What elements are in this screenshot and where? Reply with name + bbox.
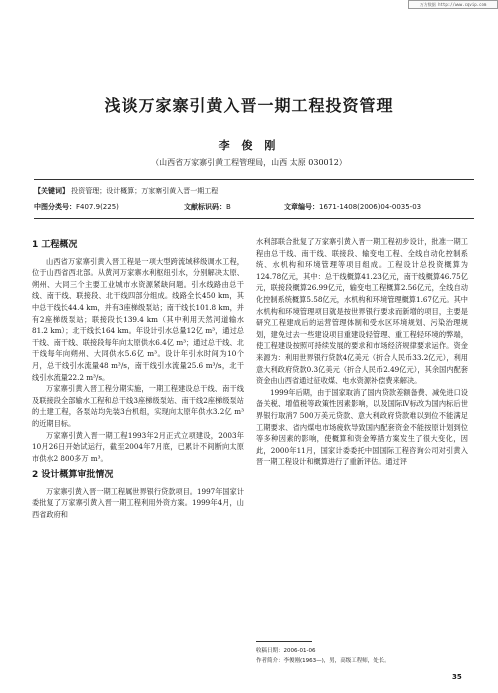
meta-divider [34, 218, 474, 219]
keywords-line [34, 186, 474, 196]
body-paragraph: 万家寨引黄入晋一期工程1993年2月正式立项建设，2003年10月26日开始试运行，截至2004年7月底，已累计不间断向太原市供水2 800多万 m³。 [32, 430, 244, 463]
article-title: 浅谈万家寨引黄入晋一期工程投资管理 [104, 96, 394, 115]
article-no-group [284, 202, 421, 212]
clc-value: F407.9(225) [76, 203, 119, 211]
clc-group [34, 202, 184, 212]
right-column [256, 236, 468, 468]
doc-code-label: 文献标识码： [184, 203, 226, 211]
footnote-divider [256, 641, 312, 642]
body-paragraph: 水利部联合批复了万家寨引黄入晋一期工程初步设计，批准一期工程由总干线、南干线、联接段、输变电工程、全线自动化控制系统、水机构和环境管理等项目组成。工程设计总投资概算为124.78亿元，其中：总干线概算41.23亿元，南干线概算46.75亿元，联接段概算26.99亿元，输变电工程概算2.56亿元，全线自动化控制系统概算5.58亿元，水机构和环境管理概算1.67亿元。其中水机构和环境管理项目就是按世界银行要求而新增的项目，主要是研究工程建成后的运营管理体制和受水区环境规划、污染治理规划，建免过去一些建设项目重建设轻管理、重工程轻环境的弊端，使工程建设按照可持续发展的要求和市场经济规律要求运作。资金来源为：利用世界银行贷款4亿美元（折合人民币33.2亿元），利用意大利政府贷款0.3亿美元（折合人民币2.49亿元），其余国内配套资金由山西省通过征收煤、电水资源补偿费来解决。 [256, 237, 468, 386]
article-no-value: 1671-1408(2006)04-0035-03 [319, 203, 422, 211]
body-paragraph: 万家寨引黄入晋工程分期实施，一期工程建设总干线、南干线及联接段全部输水工程和总干线3座梯级泵站、南干线2座梯级泵站的土建工程，各泵站均先装3台机组，实现向太原年供水3.2亿 m³的近期目标。 [32, 384, 244, 428]
source-watermark: 万方数据 http://www.cqvip.com [408, 0, 498, 9]
doc-code-value: B [226, 203, 231, 211]
section-heading-budget-approval: 2 设计概算审批情况 [32, 470, 114, 481]
clc-label: 中图分类号： [34, 203, 76, 211]
header-divider [34, 179, 474, 180]
doc-code-group [184, 202, 284, 212]
body-paragraph: 万家寨引黄入晋一期工程属世界银行贷款项目。1997年国家计委批复了万家寨引黄入晋一期工程利用外资方案。1999年4月，山西省政府和 [32, 486, 244, 520]
classification-line [34, 202, 474, 212]
footnote-author-bio: 作者简介：李俊刚(1963—)，男，高级工程师，处长。 [256, 658, 390, 664]
keywords-label: 【关键词】 [34, 187, 69, 195]
author-affiliation: （山西省万家寨引黄工程管理局，山西 太原 030012） [151, 158, 347, 167]
article-no-label: 文章编号： [284, 203, 319, 211]
footnote-received-date: 收稿日期：2006-01-06 [256, 648, 316, 654]
section-heading-overview: 1 工程概况 [32, 240, 78, 250]
page-number: 35 [452, 673, 462, 681]
body-paragraph: 1999年后期，由于国家取消了国内贷款差额备费、减免进口设备关税、增值税等政策性因素影响，以及国际Ⅳ标改为国内标后世界银行取消7 500万美元贷款、意大利政府贷款难以到位不能满足工期要求、省内煤电市场疲软导致国内配套资金不能按原计划到位等多种因素的影响，使概算和资金筹措方案发生了很大变化，因此，2000年11月，国家计委委托中国国际工程咨询公司对引黄入晋一期工程设计和概算进行了重新评估。通过评 [256, 387, 468, 467]
author-name: 李 俊 刚 [218, 139, 280, 152]
left-column [32, 236, 244, 521]
keywords-text: 投资管理；设计概算；万家寨引黄入晋一期工程 [71, 187, 219, 195]
body-paragraph: 山西省万家寨引黄入晋工程是一项大型跨流域移级调水工程，位于山西省西北部。从黄河万家寨水利枢纽引水，分别解决太原、朔州、大同三个主要工业城市水资源紧缺问题。引水线路由总干线、南干线、联接段、北干线四部分组成。线路全长450 km，其中总干线长44.4 km，并有3座梯级泵站；南干线长101.8 km，并有2座梯级泵站；联接段长139.4 km（其中利用天然河道输水81.2 km）；北干线长164 km。年设计引水总量12亿 m³，通过总干线、南干线、联接段每年向太原供水6.4亿 m³；通过总干线、北干线每年向朔州、大同供水5.6亿 m³。设计年引水时间为10个月，总干线引水流量48 m³/s，南干线引水流量25.6 m³/s，北干线引水流量22.2 m³/s。 [32, 256, 244, 382]
